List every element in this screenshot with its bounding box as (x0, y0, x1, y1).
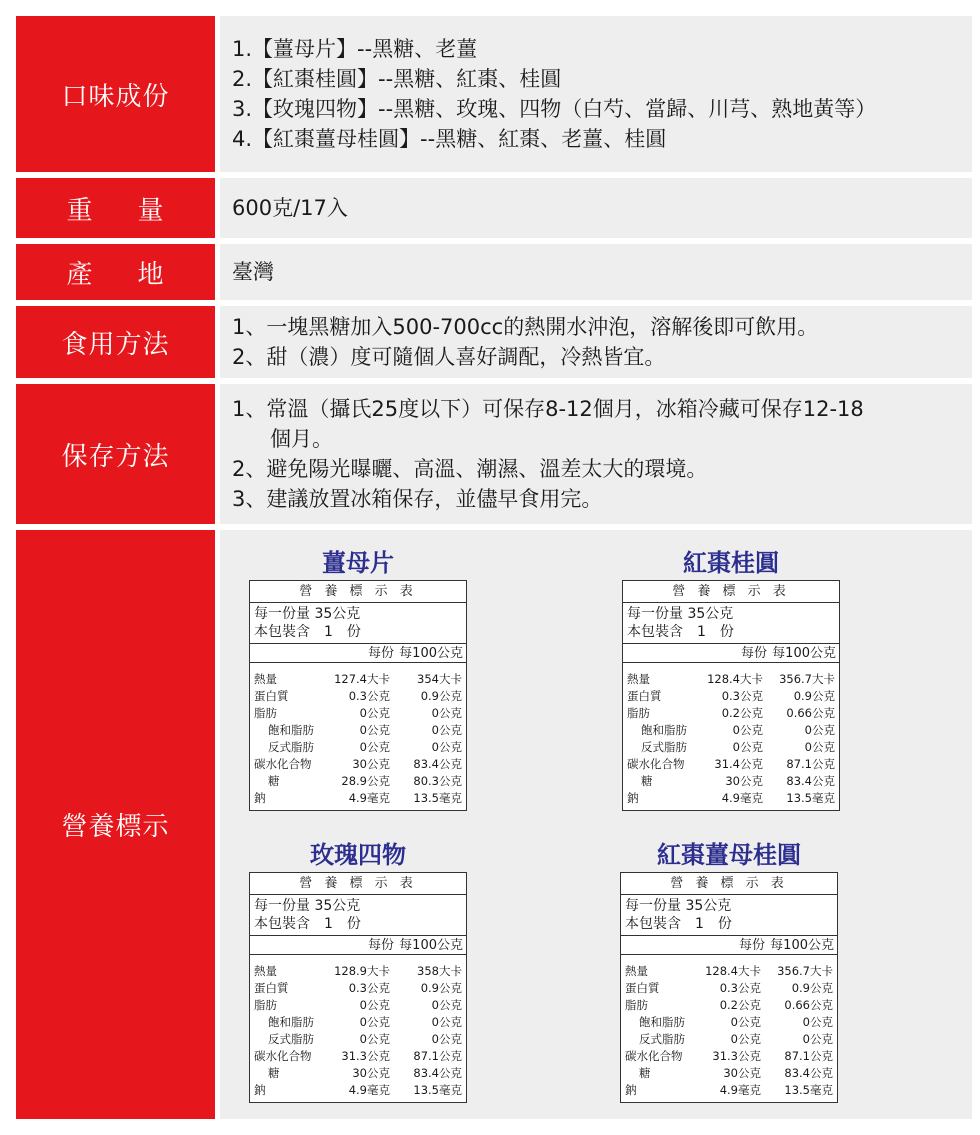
nutrition-row-item (621, 980, 837, 997)
nutrient-per-100g: 80.3公克 (413, 774, 462, 788)
usage-line: 2、甜（濃）度可隨個人喜好調配，冷熱皆宜。 (232, 345, 666, 369)
nutrient-per-serving: 30公克 (723, 1066, 761, 1080)
serving-size: 每一份量 35公克 (254, 898, 361, 914)
nutrient-name: 反式脂肪 (268, 1032, 314, 1046)
nutrient-per-serving: 0公克 (732, 740, 763, 754)
nutrient-name: 蛋白質 (627, 689, 662, 703)
nutrition-row-item (250, 997, 466, 1014)
nutrient-name: 反式脂肪 (268, 740, 314, 754)
nutrition-table-header: 營 養 標 示 表 (250, 873, 466, 895)
nutrient-per-100g: 356.7大卡 (777, 964, 833, 978)
flavor-content (220, 16, 972, 172)
nutrition-row-item (250, 963, 466, 980)
nutrient-name: 脂肪 (254, 998, 277, 1012)
nutrient-name: 反式脂肪 (639, 1032, 685, 1046)
nutrient-per-100g: 87.1公克 (413, 1049, 462, 1063)
nutrient-name: 飽和脂肪 (639, 1015, 685, 1029)
nutrition-card-title: 薑母片 (322, 549, 394, 577)
nutrition-row-item (621, 1031, 837, 1048)
weight-value: 600克/17入 (232, 196, 348, 220)
weight-label (16, 178, 215, 238)
usage-label: 食用方法 (16, 306, 215, 378)
nutrition-card-title: 紅棗薑母桂圓 (657, 841, 801, 869)
nutrient-per-serving: 128.9大卡 (334, 964, 390, 978)
nutrient-per-100g: 0.66公克 (786, 706, 835, 720)
servings-per-package: 本包裝含 1 份 (627, 624, 734, 640)
storage-line: 個月。 (270, 427, 333, 451)
nutrient-per-serving: 4.9毫克 (348, 1083, 390, 1097)
nutrition-row-item (621, 1014, 837, 1031)
nutrient-name: 飽和脂肪 (268, 1015, 314, 1029)
nutrition-row-item (250, 1031, 466, 1048)
column-headers (250, 644, 466, 663)
nutrient-per-serving: 0公克 (730, 1015, 761, 1029)
nutrient-per-serving: 0.2公克 (719, 998, 761, 1012)
nutrient-per-serving: 4.9毫克 (719, 1083, 761, 1097)
nutrient-per-100g: 83.4公克 (413, 757, 462, 771)
nutrient-per-100g: 0公克 (802, 1015, 833, 1029)
nutrition-row-item (250, 1065, 466, 1082)
nutrient-per-serving: 0公克 (359, 706, 390, 720)
nutrition-card (622, 546, 840, 811)
nutrition-row-item (621, 1065, 837, 1082)
nutrient-per-100g: 354大卡 (417, 672, 462, 686)
nutrient-name: 熱量 (254, 964, 277, 978)
storage-line: 3、建議放置冰箱保存，並儘早食用完。 (232, 487, 603, 511)
nutrient-name: 鈉 (254, 1083, 266, 1097)
nutrition-card-title: 玫瑰四物 (310, 841, 406, 869)
servings-per-package: 本包裝含 1 份 (625, 916, 732, 932)
nutrition-card-title: 紅棗桂圓 (683, 549, 779, 577)
nutrition-table-header: 營 養 標 示 表 (623, 581, 839, 603)
nutrient-per-100g: 87.1公克 (786, 757, 835, 771)
nutrition-label: 營養標示 (16, 530, 215, 1119)
col-per-100g: 每100公克 (770, 938, 834, 953)
col-per-serving: 每份 (367, 646, 394, 661)
nutrient-per-serving: 127.4大卡 (334, 672, 390, 686)
nutrition-table-header: 營 養 標 示 表 (250, 581, 466, 603)
nutrient-per-100g: 83.4公克 (784, 1066, 833, 1080)
nutrient-per-serving: 31.3公克 (712, 1049, 761, 1063)
nutrition-row-item (250, 671, 466, 688)
nutrient-per-100g: 0.9公克 (793, 689, 835, 703)
nutrient-per-serving: 0公克 (359, 740, 390, 754)
nutrient-per-serving: 0.3公克 (348, 981, 390, 995)
storage-row (16, 384, 972, 524)
weight-content (220, 178, 972, 238)
nutrition-row-item (250, 705, 466, 722)
nutrition-row-item (623, 722, 839, 739)
nutrition-rows (250, 663, 466, 810)
nutrient-per-100g: 0公克 (802, 1032, 833, 1046)
col-per-serving: 每份 (740, 646, 767, 661)
serving-size: 每一份量 35公克 (627, 606, 734, 622)
storage-content (220, 384, 972, 524)
nutrient-per-serving: 0公克 (359, 1032, 390, 1046)
servings-per-package: 本包裝含 1 份 (254, 916, 361, 932)
nutrient-per-serving: 0公克 (359, 1015, 390, 1029)
nutrient-name: 糖 (641, 774, 653, 788)
flavor-line: 2.【紅棗桂圓】--黑糖、紅棗、桂圓 (232, 67, 562, 91)
nutrient-per-100g: 0公克 (431, 1032, 462, 1046)
nutrient-per-100g: 358大卡 (417, 964, 462, 978)
flavor-line: 1.【薑母片】--黑糖、老薑 (232, 37, 478, 61)
nutrient-per-100g: 13.5毫克 (413, 791, 462, 805)
nutrient-name: 鈉 (254, 791, 266, 805)
nutrient-per-serving: 0公克 (732, 723, 763, 737)
nutrition-card (620, 838, 838, 1103)
column-headers (623, 644, 839, 663)
nutrient-name: 碳水化合物 (254, 1049, 312, 1063)
nutrient-per-serving: 31.4公克 (714, 757, 763, 771)
nutrient-per-100g: 0公克 (804, 723, 835, 737)
nutrient-per-serving: 128.4大卡 (707, 672, 763, 686)
nutrient-name: 熱量 (254, 672, 277, 686)
nutrient-per-serving: 31.3公克 (341, 1049, 390, 1063)
nutrition-row-item (623, 756, 839, 773)
origin-label-b: 地 (137, 259, 165, 290)
usage-row (16, 306, 972, 378)
serving-info (250, 895, 466, 936)
weight-label-b: 量 (137, 195, 165, 226)
nutrient-name: 蛋白質 (625, 981, 660, 995)
serving-info (250, 603, 466, 644)
nutrition-row-item (250, 688, 466, 705)
nutrition-row (16, 530, 972, 1119)
usage-line: 1、一塊黑糖加入500-700cc的熱開水沖泡，溶解後即可飲用。 (232, 315, 819, 339)
nutrition-table (622, 580, 840, 811)
nutrient-per-serving: 28.9公克 (341, 774, 390, 788)
nutrient-name: 反式脂肪 (641, 740, 687, 754)
nutrient-name: 蛋白質 (254, 981, 289, 995)
weight-label-a: 重 (66, 195, 94, 226)
nutrient-name: 碳水化合物 (625, 1049, 683, 1063)
nutrition-row-item (250, 773, 466, 790)
col-per-100g: 每100公克 (399, 938, 463, 953)
nutrient-per-100g: 356.7大卡 (779, 672, 835, 686)
serving-info (623, 603, 839, 644)
nutrition-rows (623, 663, 839, 810)
nutrition-row-item (621, 963, 837, 980)
nutrient-name: 脂肪 (254, 706, 277, 720)
nutrition-row-item (623, 705, 839, 722)
nutrient-name: 脂肪 (627, 706, 650, 720)
origin-content (220, 244, 972, 300)
nutrient-name: 碳水化合物 (627, 757, 685, 771)
nutrient-per-serving: 30公克 (352, 1066, 390, 1080)
nutrition-row-item (623, 790, 839, 807)
usage-content (220, 306, 972, 378)
origin-row (16, 244, 972, 300)
nutrient-name: 糖 (268, 774, 280, 788)
column-headers (621, 936, 837, 955)
nutrition-row-item (621, 997, 837, 1014)
nutrition-table (249, 872, 467, 1103)
col-per-serving: 每份 (738, 938, 765, 953)
nutrient-per-100g: 0公克 (431, 998, 462, 1012)
nutrient-per-100g: 0公克 (431, 723, 462, 737)
nutrient-name: 鈉 (627, 791, 639, 805)
nutrient-per-serving: 0.2公克 (721, 706, 763, 720)
nutrient-per-serving: 30公克 (725, 774, 763, 788)
nutrition-row-item (250, 739, 466, 756)
serving-info (621, 895, 837, 936)
flavor-row (16, 16, 972, 172)
serving-size: 每一份量 35公克 (625, 898, 732, 914)
nutrient-per-serving: 0公克 (730, 1032, 761, 1046)
nutrition-row-item (623, 739, 839, 756)
nutrient-name: 飽和脂肪 (641, 723, 687, 737)
nutrition-row-item (621, 1082, 837, 1099)
nutrient-name: 熱量 (627, 672, 650, 686)
nutrient-per-100g: 0.9公克 (420, 981, 462, 995)
nutrient-name: 熱量 (625, 964, 648, 978)
nutrient-name: 脂肪 (625, 998, 648, 1012)
nutrient-per-100g: 0.9公克 (791, 981, 833, 995)
nutrient-per-100g: 13.5毫克 (786, 791, 835, 805)
nutrient-per-serving: 0公克 (359, 723, 390, 737)
flavor-line: 4.【紅棗薑母桂圓】--黑糖、紅棗、老薑、桂圓 (232, 127, 667, 151)
nutrient-per-100g: 83.4公克 (413, 1066, 462, 1080)
nutrient-per-serving: 4.9毫克 (348, 791, 390, 805)
nutrition-row-item (250, 756, 466, 773)
nutrition-rows (621, 955, 837, 1102)
flavor-line: 3.【玫瑰四物】--黑糖、玫瑰、四物（白芍、當歸、川芎、熟地黃等） (232, 97, 877, 121)
nutrient-per-serving: 0.3公克 (348, 689, 390, 703)
col-per-serving: 每份 (367, 938, 394, 953)
nutrition-card (249, 838, 467, 1103)
nutrient-per-100g: 13.5毫克 (784, 1083, 833, 1097)
nutrition-table (620, 872, 838, 1103)
nutrient-per-100g: 13.5毫克 (413, 1083, 462, 1097)
nutrient-per-serving: 30公克 (352, 757, 390, 771)
nutrition-table-header: 營 養 標 示 表 (621, 873, 837, 895)
nutrient-per-serving: 0.3公克 (719, 981, 761, 995)
nutrition-row-item (623, 688, 839, 705)
nutrient-per-100g: 83.4公克 (786, 774, 835, 788)
nutrient-per-100g: 0公克 (804, 740, 835, 754)
nutrition-content (220, 530, 972, 1119)
nutrient-name: 鈉 (625, 1083, 637, 1097)
nutrient-name: 糖 (639, 1066, 651, 1080)
nutrient-per-serving: 0公克 (359, 998, 390, 1012)
origin-label-a: 產 (66, 259, 94, 290)
origin-label (16, 244, 215, 300)
storage-line: 2、避免陽光曝曬、高溫、潮濕、溫差太大的環境。 (232, 457, 708, 481)
nutrient-name: 蛋白質 (254, 689, 289, 703)
column-headers (250, 936, 466, 955)
nutrition-rows (250, 955, 466, 1102)
nutrition-row-item (250, 1014, 466, 1031)
nutrition-row-item (250, 1082, 466, 1099)
nutrient-per-serving: 128.4大卡 (705, 964, 761, 978)
nutrient-per-serving: 0.3公克 (721, 689, 763, 703)
nutrition-row-item (250, 722, 466, 739)
nutrient-per-serving: 4.9毫克 (721, 791, 763, 805)
nutrient-per-100g: 0公克 (431, 706, 462, 720)
nutrition-row-item (621, 1048, 837, 1065)
nutrition-row-item (250, 980, 466, 997)
nutrient-per-100g: 0.9公克 (420, 689, 462, 703)
nutrient-per-100g: 87.1公克 (784, 1049, 833, 1063)
weight-row (16, 178, 972, 238)
nutrient-name: 碳水化合物 (254, 757, 312, 771)
nutrient-per-100g: 0公克 (431, 740, 462, 754)
nutrition-table (249, 580, 467, 811)
servings-per-package: 本包裝含 1 份 (254, 624, 361, 640)
storage-label: 保存方法 (16, 384, 215, 524)
nutrient-per-100g: 0公克 (431, 1015, 462, 1029)
nutrient-name: 糖 (268, 1066, 280, 1080)
nutrient-per-100g: 0.66公克 (784, 998, 833, 1012)
col-per-100g: 每100公克 (399, 646, 463, 661)
nutrition-row-item (623, 671, 839, 688)
flavor-label: 口味成份 (16, 16, 215, 172)
nutrition-row-item (623, 773, 839, 790)
serving-size: 每一份量 35公克 (254, 606, 361, 622)
nutrition-card (249, 546, 467, 811)
storage-line: 1、常溫（攝氏25度以下）可保存8-12個月，冰箱冷藏可保存12-18 (232, 397, 864, 421)
col-per-100g: 每100公克 (772, 646, 836, 661)
origin-value: 臺灣 (232, 260, 274, 284)
nutrient-name: 飽和脂肪 (268, 723, 314, 737)
nutrition-row-item (250, 790, 466, 807)
nutrition-row-item (250, 1048, 466, 1065)
